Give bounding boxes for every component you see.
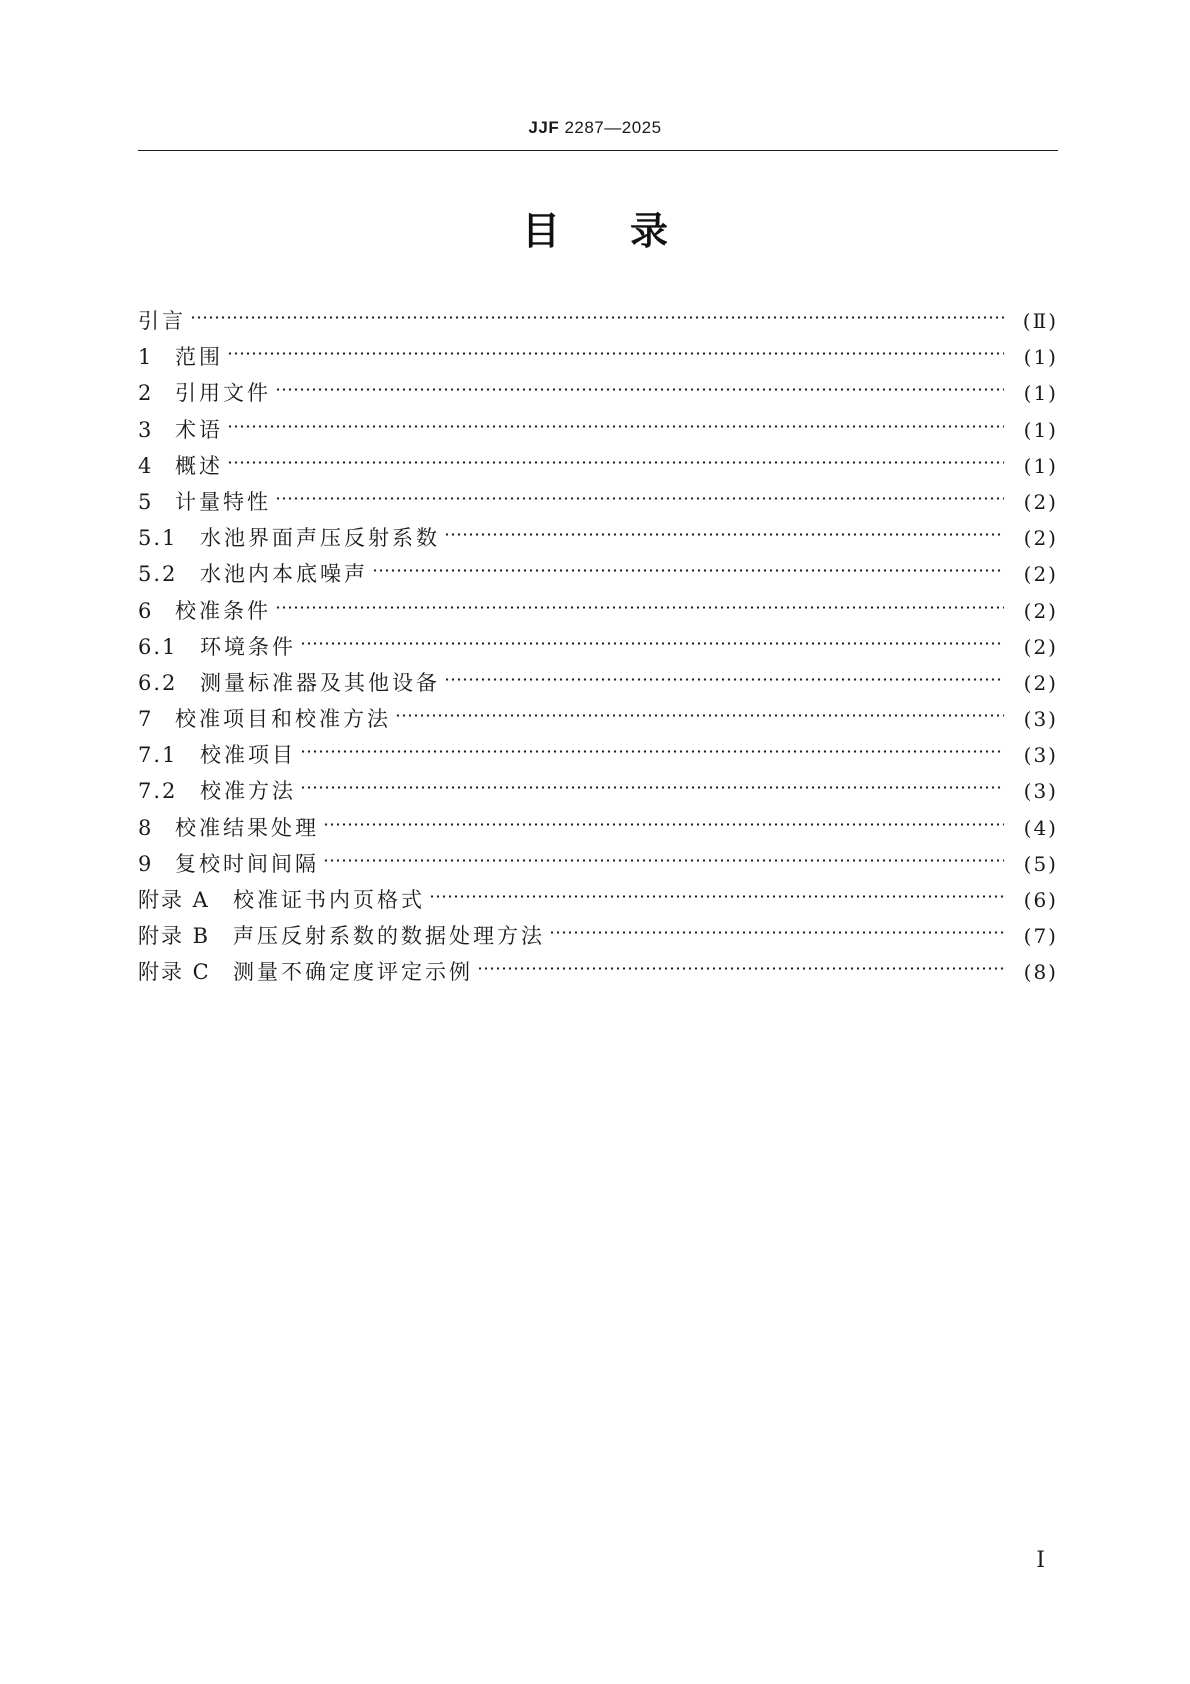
toc-entry-label: 校准结果处理 xyxy=(175,815,319,840)
toc-entry[interactable] xyxy=(138,509,1058,551)
toc-dot-leader xyxy=(275,473,1004,509)
toc-entry[interactable] xyxy=(138,582,1058,623)
toc-entry-number: 5.1 xyxy=(138,526,178,551)
toc-dot-leader xyxy=(429,871,1004,907)
toc-dot-leader xyxy=(372,545,1004,581)
toc-entry-number: 7 xyxy=(138,707,154,732)
toc-entry[interactable] xyxy=(138,328,1058,370)
toc-title: 目录 xyxy=(521,209,738,253)
toc-entry[interactable] xyxy=(138,292,1058,333)
document-code-header xyxy=(0,118,1190,138)
toc-entry-label: 水池界面声压反射系数 xyxy=(200,526,440,551)
toc-entry-number: 9 xyxy=(138,851,154,876)
toc-entry-page: (Ⅱ) xyxy=(1022,309,1058,333)
toc-entry-label: 范围 xyxy=(175,345,223,370)
toc-entry-number: 附录 B xyxy=(138,924,211,949)
toc-entry[interactable] xyxy=(138,364,1058,406)
toc-entry-label: 术语 xyxy=(175,417,223,442)
toc-entry-number: 7.1 xyxy=(138,743,178,768)
document-code-prefix: JJF xyxy=(528,118,560,137)
toc-dot-leader xyxy=(477,943,1004,979)
toc-dot-leader xyxy=(549,907,1004,943)
toc-entry-page: (3) xyxy=(1023,743,1058,768)
toc-entry-number: 附录 A xyxy=(138,888,210,912)
toc-entry-label: 测量标准器及其他设备 xyxy=(200,670,440,695)
page-number: I xyxy=(1036,1548,1045,1573)
document-code-number: 2287—2025 xyxy=(564,118,662,137)
toc-entry-page: (2) xyxy=(1023,526,1058,551)
toc-entry-label: 校准项目 xyxy=(200,743,296,768)
toc-dot-leader xyxy=(190,292,1004,328)
toc-entry-page: (2) xyxy=(1023,598,1058,623)
toc-entry-number: 8 xyxy=(138,815,154,840)
toc-entry-page: (2) xyxy=(1023,670,1058,695)
toc-dot-leader xyxy=(227,401,1004,437)
toc-entry-page: (1) xyxy=(1023,417,1058,442)
toc-entry-page: (3) xyxy=(1023,707,1058,732)
toc-entry-number: 2 xyxy=(138,381,154,406)
toc-dot-leader xyxy=(323,835,1004,871)
toc-entry-label: 校准项目和校准方法 xyxy=(175,707,391,732)
toc-entry-page: (1) xyxy=(1023,453,1058,478)
toc-entry[interactable] xyxy=(138,473,1058,514)
toc-entry-number: 6.2 xyxy=(138,670,178,695)
toc-entry-label: 水池内本底噪声 xyxy=(200,562,368,587)
toc-entry-page: (2) xyxy=(1023,562,1058,587)
toc-entry-label: 概述 xyxy=(175,453,223,478)
toc-entry-page: (8) xyxy=(1023,960,1058,985)
toc-entry-label: 引用文件 xyxy=(175,381,271,406)
toc-dot-leader xyxy=(323,799,1004,835)
toc-dot-leader xyxy=(300,618,1004,654)
toc-entry-label: 测量不确定度评定示例 xyxy=(233,960,473,985)
toc-entry-label: 校准条件 xyxy=(175,598,271,623)
toc-entry-number: 5.2 xyxy=(138,562,178,587)
toc-entry-number: 4 xyxy=(138,453,154,478)
toc-entry-page: (4) xyxy=(1023,815,1058,840)
toc-dot-leader xyxy=(227,437,1004,473)
toc-entry-page: (5) xyxy=(1023,851,1058,876)
toc-entry-label: 引言 xyxy=(138,309,186,333)
table-of-contents xyxy=(138,292,1058,985)
toc-entry-number: 6 xyxy=(138,598,154,623)
toc-dot-leader xyxy=(444,654,1004,690)
toc-entry[interactable] xyxy=(138,618,1058,659)
toc-entry-page: (1) xyxy=(1023,345,1058,370)
toc-dot-leader xyxy=(227,328,1004,364)
toc-entry-number: 7.2 xyxy=(138,779,178,804)
toc-entry-page: (6) xyxy=(1023,888,1058,912)
toc-dot-leader xyxy=(300,726,1004,762)
toc-entry-label: 环境条件 xyxy=(200,634,296,659)
toc-entry-page: (7) xyxy=(1023,924,1058,949)
toc-entry-label: 复校时间间隔 xyxy=(175,851,319,876)
header-divider xyxy=(138,150,1058,151)
toc-entry[interactable] xyxy=(138,437,1058,478)
toc-entry-page: (1) xyxy=(1023,381,1058,406)
toc-entry-number: 附录 C xyxy=(138,960,211,985)
toc-entry-number: 5 xyxy=(138,489,154,514)
toc-entry-number: 6.1 xyxy=(138,634,178,659)
toc-entry-page: (3) xyxy=(1023,779,1058,804)
toc-dot-leader xyxy=(300,762,1004,798)
toc-entry-page: (2) xyxy=(1023,634,1058,659)
toc-entry-label: 校准证书内页格式 xyxy=(233,888,425,912)
toc-entry-label: 计量特性 xyxy=(175,489,271,514)
toc-entry-label: 校准方法 xyxy=(200,779,296,804)
toc-dot-leader xyxy=(275,364,1004,400)
toc-entry[interactable] xyxy=(138,401,1058,442)
toc-dot-leader xyxy=(275,582,1004,618)
toc-entry-page: (2) xyxy=(1023,489,1058,514)
toc-dot-leader xyxy=(395,690,1004,726)
toc-dot-leader xyxy=(444,509,1004,545)
toc-entry-number: 3 xyxy=(138,417,154,442)
toc-entry-number: 1 xyxy=(138,345,154,370)
toc-entry-label: 声压反射系数的数据处理方法 xyxy=(233,924,545,949)
